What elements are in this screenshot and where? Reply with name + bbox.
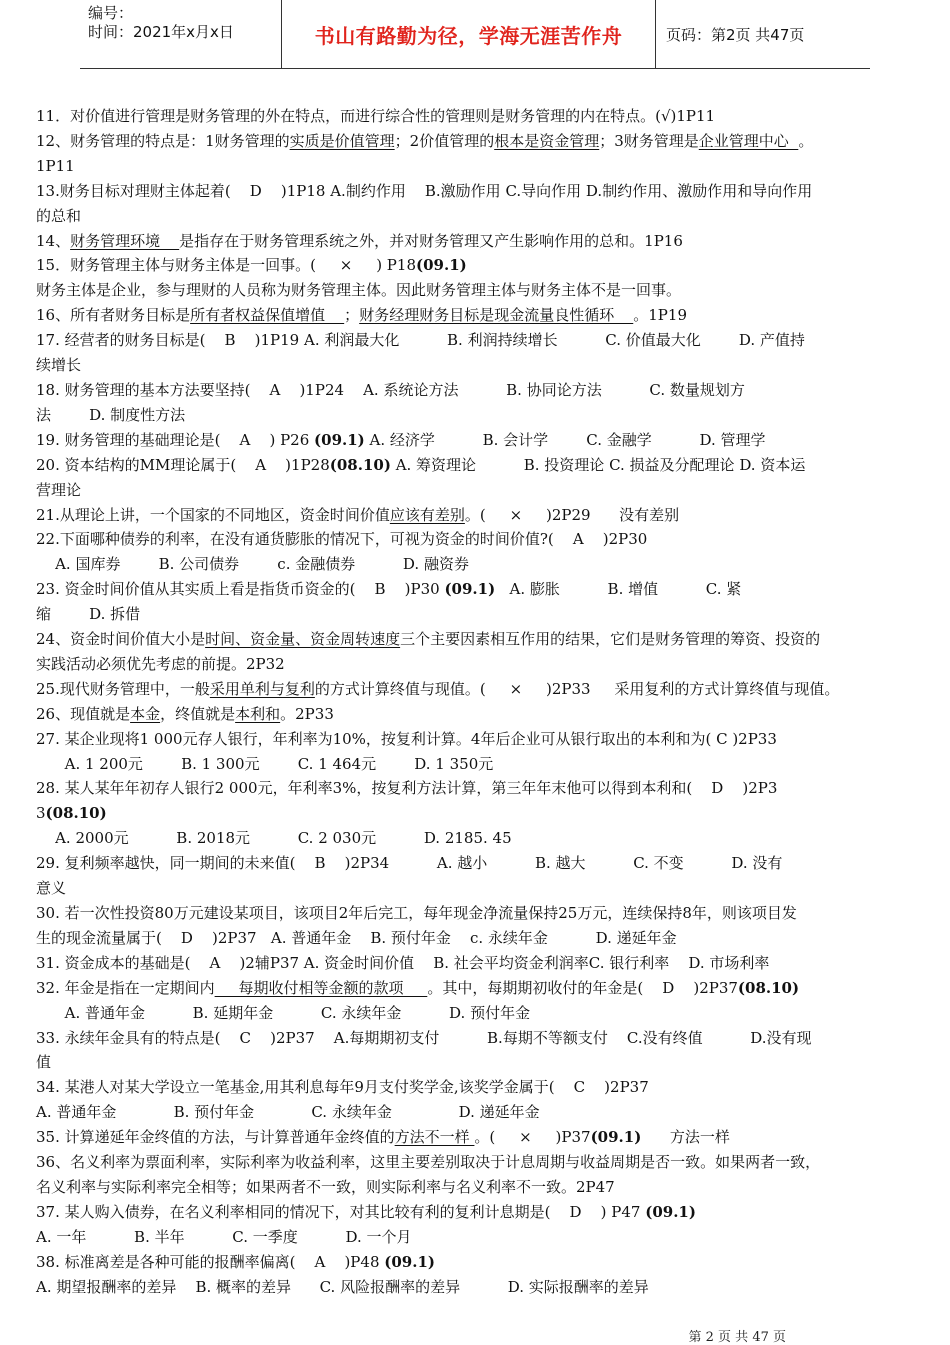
exam-date-tag: (09.1) [590,1128,642,1147]
text-span: 33. 永续年金具有的特点是( C )2P37 A.每期期初支付 B.每期不等额支付 C.没有终值 D.没有现 [36,1028,812,1047]
text-line [36,851,920,876]
exam-date-tag: (09.1) [384,1252,435,1271]
text-line [36,577,920,602]
text-span: 。其中，每期期初收付的年金是( D )2P37 [427,978,738,997]
page-header [80,0,870,69]
text-line [36,478,920,503]
text-line [36,204,920,229]
text-span: A. 期望报酬率的差异 B. 概率的差异 C. 风险报酬率的差异 D. 实际报酬率的差异 [36,1277,649,1296]
text-span: A. 普通年金 B. 延期年金 C. 永续年金 D. 预付年金 [36,1003,531,1022]
text-line [36,328,920,353]
underlined-answer: 财务管理环境 [70,231,180,250]
text-line [36,702,920,727]
text-line [36,353,920,378]
underlined-answer: 根本是资金管理 [494,131,600,150]
text-span: 三个主要因素相互作用的结果，它们是财务管理的筹资、投资的 [400,630,821,649]
document-number-label: 编号： [88,4,134,22]
document-body [36,104,920,1300]
exam-date-tag: (08.10) [737,978,800,997]
text-span: 17. 经营者的财务目标是( B )1P19 A. 利润最大化 B. 利润持续增长 C. 价值最大化 D. 产值持 [36,331,805,350]
text-line [36,253,920,278]
text-span: 25.现代财务管理中，一般 [36,679,210,698]
text-line [36,303,920,328]
text-span: 值 [36,1053,52,1072]
text-span: 营理论 [36,480,82,499]
text-span: 3 [36,804,46,823]
exam-date-tag: (09.1) [314,430,365,449]
text-span: 32. 年金是指在一定期间内 [36,978,215,997]
text-span: 财务主体是企业，参与理财的人员称为财务管理主体。因此财务管理主体与财务主体不是一回事。 [36,281,682,300]
document-time-label: 时间：2021年x月x日 [88,23,234,41]
text-span: ； [344,306,360,325]
header-motto: 书山有路勤为径，学海无涯苦作舟 [282,0,656,68]
header-page-number: 页码：第2页 共47页 [666,25,805,44]
text-span: 的方式计算终值与现值。( × )2P33 采用复利的方式计算终值与现值。 [314,679,840,698]
text-line [36,652,920,677]
underlined-answer: 应该有差别 [389,505,465,524]
text-line [36,278,920,303]
text-span: 24、资金时间价值大小是 [36,630,206,649]
text-span: 12、财务管理的特点是：1财务管理的 [36,131,290,150]
text-line [36,801,920,826]
text-line [36,428,920,453]
text-span: 29. 复利频率越快，同一期间的未来值( B )2P34 A. 越小 B. 越大 C. 不变 D. 没有 [36,854,783,873]
text-span: 26、现值就是 [36,704,131,723]
text-line [36,1125,920,1150]
text-line [36,1175,920,1200]
text-line [36,104,920,129]
text-line [36,951,920,976]
underlined-answer: 每期收付相等金额的款项 [214,978,428,997]
text-span: 的总和 [36,206,82,225]
text-line [36,602,920,627]
underlined-answer: 时间、资金量、资金周转速度 [205,630,401,649]
header-meta [80,0,282,68]
text-span: 20. 资本结构的MM理论属于( A )1P28 [36,455,330,474]
text-line [36,1225,920,1250]
text-line [36,229,920,254]
text-span: 实践活动必须优先考虑的前提。2P32 [36,654,285,673]
text-span: 35. 计算递延年金终值的方法，与计算普通年金终值的 [36,1128,395,1147]
text-line [36,1050,920,1075]
text-span: 意义 [36,879,67,898]
text-span: 法 D. 制度性方法 [36,405,186,424]
text-line [36,1100,920,1125]
text-span: 续增长 [36,356,82,375]
text-line [36,776,920,801]
underlined-answer: 财务经理财务目标是现金流量良性循环 [359,306,634,325]
text-span: 。( × )2P29 没有差别 [464,505,680,524]
text-span: 名义利率与实际利率完全相等；如果两者不一致，则实际利率与名义利率不一致。2P47 [36,1177,615,1196]
text-line [36,1150,920,1175]
underlined-answer: 本金 [130,704,161,723]
exam-date-tag: (08.10) [329,455,391,474]
text-line [36,926,920,951]
text-span: ；2价值管理的 [394,131,495,150]
underlined-answer: 实质是价值管理 [289,131,395,150]
text-span: 13.财务目标对理财主体起着( D )1P18 A.制约作用 B.激励作用 C.导向作用 D.制约作用、激励作用和导向作用 [36,181,813,200]
text-span: 27. 某企业现将1 000元存人银行，年利率为10%，按复利计算。4年后企业可从银行取出的本利和为( C )2P33 [36,729,777,748]
text-span: 15．财务管理主体与财务主体是一回事。( × ) P18 [36,256,416,275]
text-span: 19. 财务管理的基础理论是( A ) P26 [36,430,315,449]
text-span: 16、所有者财务目标是 [36,306,191,325]
text-span: A. 2000元 B. 2018元 C. 2 030元 D. 2185. 45 [36,829,512,848]
exam-date-tag: (08.10) [45,804,107,823]
exam-date-tag: (09.1) [645,1202,696,1221]
text-span: 23. 资金时间价值从其实质上看是指货币资金的( B )P30 [36,580,445,599]
text-line [36,1200,920,1225]
underlined-answer: 企业管理中心 [698,131,799,150]
text-span: A. 1 200元 B. 1 300元 C. 1 464元 D. 1 350元 [36,754,494,773]
exam-date-tag: (09.1) [416,256,467,275]
text-line [36,976,920,1001]
text-line [36,1275,920,1300]
text-span: 。 [798,131,814,150]
text-line [36,727,920,752]
text-span: 18. 财务管理的基本方法要坚持( A )1P24 A. 系统论方法 B. 协同论方法 C. 数量规划方 [36,380,745,399]
text-line [36,403,920,428]
text-line [36,752,920,777]
text-span: 31. 资金成本的基础是( A )2辅P37 A. 资金时间价值 B. 社会平均资金利润率C. 银行利率 D. 市场利率 [36,953,770,972]
text-line [36,453,920,478]
text-line [36,1075,920,1100]
text-line [36,527,920,552]
text-span: 生的现金流量属于( D )2P37 A. 普通年金 B. 预付年金 c. 永续年金 D. 递延年金 [36,928,677,947]
text-span: 38. 标准离差是各种可能的报酬率偏离( A )P48 [36,1252,385,1271]
text-span: 方法一样 [641,1128,730,1147]
exam-date-tag: (09.1) [444,580,496,599]
text-span: 。( × )P37 [474,1128,591,1147]
page-footer: 第 2 页 共 47 页 [688,1330,786,1345]
underlined-answer: 所有者权益保值增值 [190,306,345,325]
text-line [36,901,920,926]
text-span: 缩 D. 拆借 [36,605,141,624]
underlined-answer: 采用单利与复利 [209,679,315,698]
text-span: 11．对价值进行管理是财务管理的外在特点，而进行综合性的管理则是财务管理的内在特点。(√)1P11 [36,107,716,125]
text-span: ，终值就是 [160,704,236,723]
text-span: 22.下面哪种债券的利率，在没有通货膨胀的情况下，可视为资金的时间价值?( A )2P30 [36,530,648,549]
text-span: 。1P19 [633,306,687,325]
text-span: 是指存在于财务管理系统之外，并对财务管理又产生影响作用的总和。1P16 [179,231,683,250]
text-span: A. 经济学 B. 会计学 C. 金融学 D. 管理学 [364,430,766,449]
text-span: 28. 某人某年年初存人银行2 000元，年利率3%，按复利方法计算，第三年年末他可以得到本利和( D )2P3 [36,779,778,798]
text-line [36,129,920,154]
text-line [36,378,920,403]
text-span: 。2P33 [280,704,334,723]
text-line [36,876,920,901]
text-span: A. 普通年金 B. 预付年金 C. 永续年金 D. 递延年金 [36,1103,540,1122]
text-span: A. 国库券 B. 公司债券 c. 金融债券 D. 融资券 [36,555,469,574]
text-span: 1P11 [36,156,75,175]
text-line [36,1001,920,1026]
text-line [36,503,920,528]
text-line [36,154,920,179]
text-span: 37. 某人购入债券，在名义利率相同的情况下，对其比较有利的复利计息期是( D ) P47 [36,1202,646,1221]
text-line [36,826,920,851]
text-span: 30. 若一次性投资80万元建设某项目，该项目2年后完工，每年现金净流量保持25万元，连续保持8年，则该项目发 [36,904,797,922]
text-span: ；3财务管理是 [599,131,699,150]
text-line [36,179,920,204]
text-line [36,1026,920,1051]
text-line [36,1250,920,1275]
text-line [36,677,920,702]
text-span: A. 膨胀 B. 增值 C. 紧 [495,580,742,599]
text-span: A. 筹资理论 B. 投资理论 C. 损益及分配理论 D. 资本运 [390,455,806,474]
text-span: 36、名义利率为票面利率，实际利率为收益利率，这里主要差别取决于计息周期与收益周期是否一致。如果两者一致， [36,1153,821,1172]
text-span: A. 一年 B. 半年 C. 一季度 D. 一个月 [36,1227,412,1246]
text-span: 14、 [36,231,71,250]
underlined-answer: 方法不一样 [394,1128,475,1147]
underlined-answer: 本利和 [235,704,281,723]
text-span: 34. 某港人对某大学设立一笔基金,用其利息每年9月支付奖学金,该奖学金属于( C )2P37 [36,1078,649,1097]
text-span: 21.从理论上讲，一个国家的不同地区，资金时间价值 [36,505,390,524]
text-line [36,627,920,652]
text-line [36,552,920,577]
